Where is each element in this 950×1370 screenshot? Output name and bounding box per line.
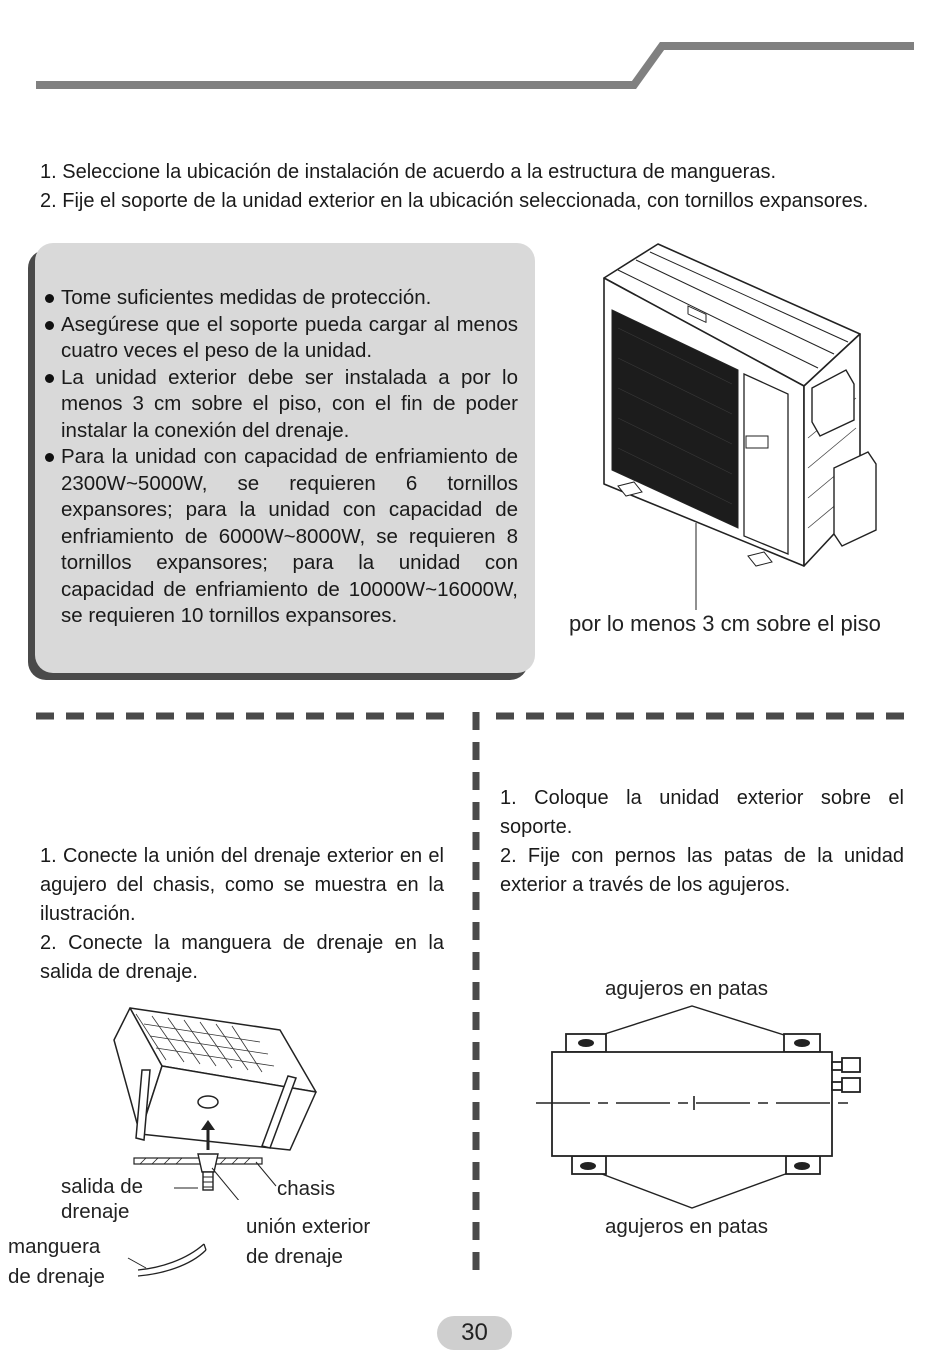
label-chassis: chasis	[277, 1177, 336, 1200]
note-item: Tome suficientes medidas de protección.	[43, 285, 518, 312]
label-leg-holes-top: agujeros en patas	[605, 977, 768, 1000]
intro-step-1: 1. Seleccione la ubicación de instalación de acuerdo a la estructura de mangueras.	[40, 161, 777, 183]
drain-illustration	[100, 1000, 340, 1200]
note-item: Para la unidad con capacidad de enfriamiento de 2300W~5000W, se requieren 6 tornillos expansores; para la unidad con capacidad de enfriamiento de 6000W~8000W, se requieren 8 tornillos expansores; para la unidad con capacidad de enfriamiento de 10000W~16000W, se requieren 10 tornillos expansores.	[43, 444, 518, 630]
drain-step-2: 2. Conecte la manguera de drenaje en la salida de drenaje.	[40, 932, 444, 983]
note-item: Asegúrese que el soporte pueda cargar al menos cuatro veces el peso de la unidad.	[43, 312, 518, 365]
outdoor-unit-illustration	[598, 238, 888, 618]
label-drain-outlet	[61, 1174, 143, 1224]
header-bar	[0, 0, 950, 100]
label-drain-hose	[8, 1232, 105, 1292]
fix-steps	[500, 784, 904, 900]
intro-steps	[40, 158, 914, 216]
label-drain-joint-line2: de drenaje	[246, 1245, 343, 1268]
label-drain-hose-line2: de drenaje	[8, 1265, 105, 1288]
top-view-diagram	[530, 1000, 870, 1210]
label-leg-holes-bottom: agujeros en patas	[605, 1215, 768, 1238]
label-drain-outlet-line2: drenaje	[61, 1200, 130, 1223]
unit-caption: por lo menos 3 cm sobre el piso	[569, 611, 881, 636]
drain-step-1: 1. Conecte la unión del drenaje exterior en el agujero del chasis, como se muestra en la ilustración.	[40, 845, 444, 925]
fix-step-2: 2. Fije con pernos las patas de la unidad exterior a través de los agujeros.	[500, 845, 904, 896]
intro-step-2: 2. Fije el soporte de la unidad exterior en la ubicación seleccionada, con tornillos expansores.	[40, 190, 869, 212]
label-drain-outlet-line1: salida de	[61, 1175, 144, 1198]
drain-steps	[40, 842, 444, 987]
label-drain-joint	[246, 1212, 370, 1272]
drain-hose-graphic	[120, 1236, 220, 1286]
note-item: La unidad exterior debe ser instalada a por lo menos 3 cm sobre el piso, con el fin de poder instalar la conexión del drenaje.	[43, 365, 518, 445]
fix-step-1: 1. Coloque la unidad exterior sobre el soporte.	[500, 787, 904, 838]
notes-box	[35, 243, 535, 673]
label-drain-joint-line1: unión exterior	[246, 1215, 371, 1238]
label-drain-hose-line1: manguera	[8, 1235, 101, 1258]
page-number: 30	[437, 1316, 512, 1350]
